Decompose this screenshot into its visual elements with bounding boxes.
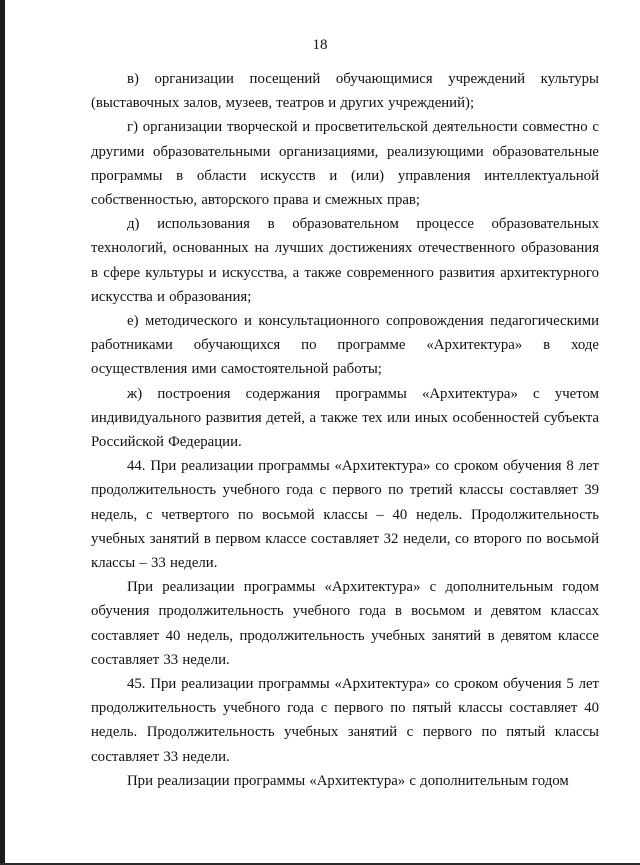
page-body bbox=[91, 67, 599, 793]
scan-edge-left bbox=[0, 0, 5, 865]
paragraph-item-v: в) организации посещений обучающимися учреждений культуры (выставочных залов, музеев, театров и других учреждений); bbox=[91, 71, 599, 112]
paragraph-item-g: г) организации творческой и просветительской деятельности совместно с другими образовательными организациями, реализующими образовательные программы в области искусств и (или) управления интеллектуальной собственностью, авторского права и смежных прав; bbox=[91, 119, 599, 209]
paragraph-item-zh: ж) построения содержания программы «Архитектура» с учетом индивидуального развития детей, а также тех или иных особенностей субъекта Российской Федерации. bbox=[91, 385, 599, 451]
paragraph-item-d: д) использования в образовательном процессе образовательных технологий, основанных на лучших достижениях отечественного образования в сфере культуры и искусства, а также современного развития архитектурного искусства и образования; bbox=[91, 216, 599, 305]
paragraph-clause-45-additional-year: При реализации программы «Архитектура» с дополнительным годом bbox=[127, 772, 569, 789]
paragraph-clause-45: 45. При реализации программы «Архитектура» со сроком обучения 5 лет продолжительность учебного года с первого по пятый классы составляет 40 недель. Продолжительность учебных занятий с первого по пятый классы составляет 33 недели. bbox=[91, 676, 599, 765]
paragraph-item-e: е) методического и консультационного сопровождения педагогическими работниками обучающихся по программе «Архитектура» в ходе осуществления ими самостоятельной работы; bbox=[91, 313, 599, 378]
page-number: 18 bbox=[312, 37, 328, 53]
paragraph-clause-44: 44. При реализации программы «Архитектура» со сроком обучения 8 лет продолжительность учебного года с первого по третий классы составляет 39 недель, с четвертого по восьмой классы – 40 недель. Продолжительность учебных занятий в первом классе составляет 32 недели, со второго по восьмой классы – 33 недели. bbox=[91, 458, 599, 572]
paragraph-clause-44-additional-year: При реализации программы «Архитектура» с дополнительным годом обучения продолжительность учебного года в восьмом и девятом классах составляет 40 недель, продолжительность учебных занятий в девятом классе составляет 33 недели. bbox=[91, 579, 599, 668]
